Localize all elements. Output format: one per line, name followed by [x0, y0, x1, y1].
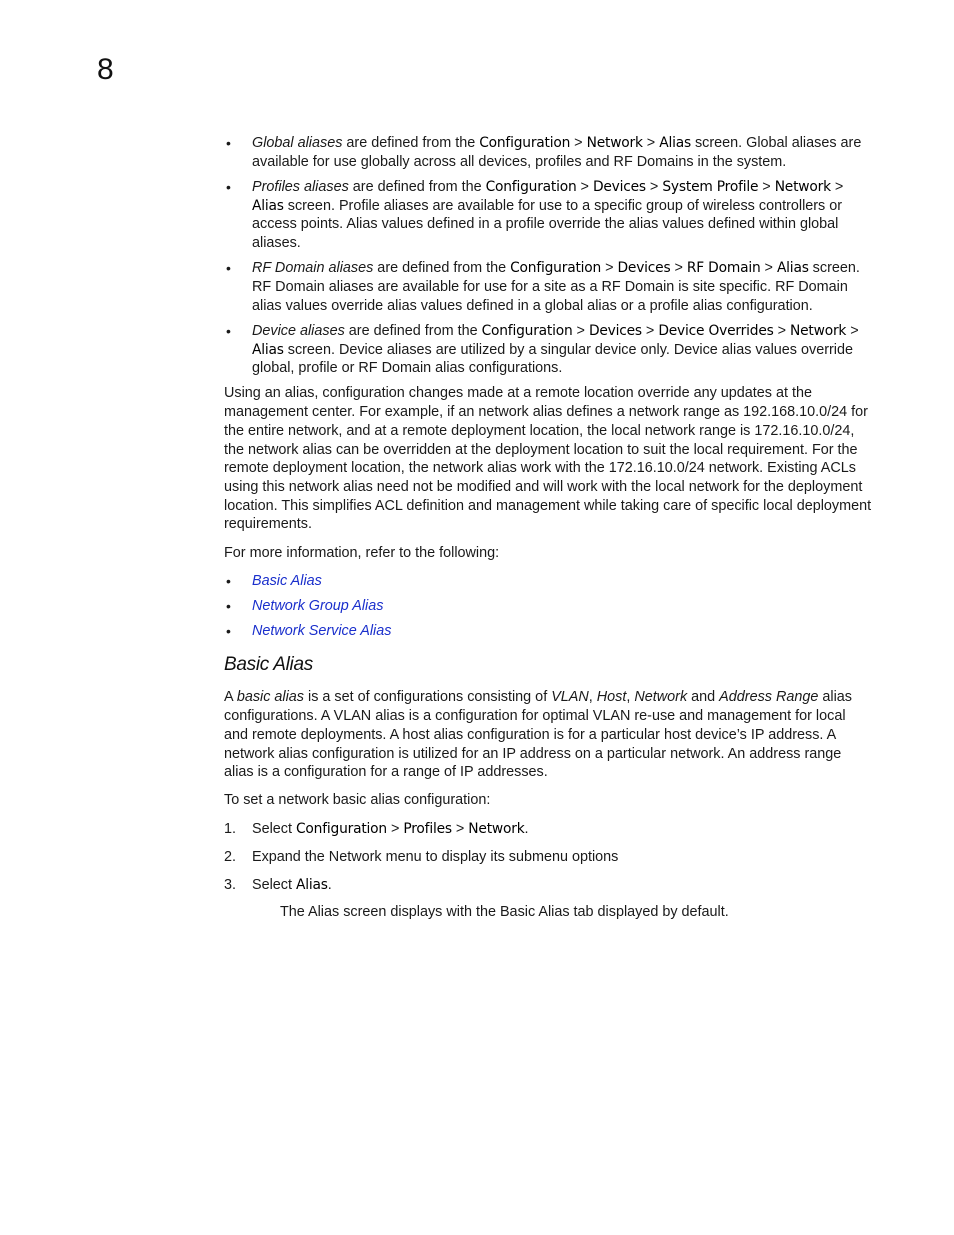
list-item-rf-domain-aliases: • RF Domain aliases are defined from the Configuration > Devices > RF Domain > Alias screen. RF Domain aliases are available for use for a site as a RF Domain is site specific. RF Domain alias values override alias values defined in a global alias or a profile alias configuration. — [226, 260, 860, 314]
steps-intro: To set a network basic alias configuration: — [224, 792, 491, 809]
menu-path: Profiles — [403, 820, 452, 837]
menu-path: Devices — [617, 260, 671, 277]
chapter-number: 8 — [97, 53, 114, 86]
step-number: 2. — [224, 848, 237, 865]
term: Global aliases — [252, 135, 343, 151]
section-heading: Basic Alias — [224, 654, 313, 676]
step-text: Expand the Network menu to display its submenu options — [252, 848, 619, 865]
bullet-icon: • — [226, 597, 231, 614]
link-network-group-alias[interactable]: Network Group Alias — [252, 597, 384, 614]
steps-list — [224, 820, 872, 895]
text: are defined from the — [373, 260, 511, 277]
list-item-global-aliases: • Global aliases are defined from the Configuration > Network > Alias screen. Global aliases are available for use globally across all devices, profiles and RF Domains in the system. — [226, 135, 862, 170]
page-content — [224, 134, 872, 931]
term: Device aliases — [252, 322, 345, 339]
text: screen. Global aliases are available for use globally across all devices, profiles and RF Domains in the system. — [252, 135, 862, 170]
text: screen. Device aliases are utilized by a singular device only. Device alias values override global, profile or RF Domain alias configurations. — [252, 341, 853, 377]
menu-path: Network — [774, 178, 831, 195]
menu-path: Devices — [592, 178, 646, 195]
step-result-text: The Alias screen displays with the Basic Alias tab displayed by default. — [280, 903, 729, 920]
text: screen. Profile aliases are available for use to a specific group of wireless controllers or access points. Alias values defined in a profile override the alias values defined within global aliases. — [252, 197, 843, 252]
menu-path: Alias — [296, 876, 328, 893]
menu-path: Network — [468, 820, 525, 837]
step-number: 3. — [224, 876, 237, 893]
step-3: 3. Select Alias. — [224, 876, 332, 893]
menu-path: Configuration — [481, 322, 573, 339]
text: screen. RF Domain aliases are available for use for a site as a RF Domain is site specific. RF Domain alias values override alias values defined in a global alias or a profile alias configuration. — [252, 260, 860, 314]
term: basic alias — [236, 689, 305, 706]
menu-path: Configuration — [510, 260, 602, 277]
term: Network — [634, 689, 688, 706]
bullet-icon: • — [226, 178, 231, 195]
more-info-text: For more information, refer to the following: — [224, 544, 500, 561]
basic-alias-paragraph: A basic alias is a set of configurations consisting of VLAN, Host, Network and Address Range alias configurations. A VLAN alias is a configuration for optimal VLAN re-use and management for local and remote deployments. A host alias configuration is for a particular host device’s IP address. A network alias configuration is utilized for an IP address on a particular network. An address range alias is a configuration for a range of IP addresses. — [224, 689, 852, 781]
term: VLAN — [551, 689, 589, 706]
override-paragraph: Using an alias, configuration changes made at a remote location override any updates at the management center. For example, if an network alias defines a network range as 192.168.10.0/24 for the entire network, and at a remote deployment location, the local network range is 172.16.10.0/24, the network alias can be overridden at the deployment location to suit the local requirement. For the remote deployment location, the network alias work with the 172.16.10.0/24 network. Existing ACLs using this network alias need not be modified and will work with the local network for the deployment location. This simplifies ACL definition and management while taking care of specific local deployment requirements. — [224, 385, 872, 533]
text: are defined from the — [348, 178, 486, 195]
menu-path: System Profile — [662, 178, 759, 195]
menu-path: RF Domain — [686, 260, 761, 277]
bullet-icon: • — [226, 572, 231, 589]
step-2 — [224, 848, 872, 867]
link-basic-alias[interactable]: Basic Alias — [252, 572, 322, 589]
bullet-icon: • — [226, 135, 231, 151]
menu-path: Devices — [588, 322, 642, 339]
list-item-profiles-aliases: • Profiles aliases are defined from the Configuration > Devices > System Profile > Network > Alias screen. Profile aliases are available for use to a specific group of wireless controllers or access points. Alias values defined in a profile override the alias values defined within global aliases. — [226, 178, 844, 252]
alias-types-list — [224, 134, 872, 378]
step-1: 1. Select Configuration > Profiles > Network. — [224, 820, 529, 837]
bullet-icon: • — [226, 260, 231, 277]
link-network-service-alias[interactable]: Network Service Alias — [252, 622, 392, 639]
list-item — [224, 622, 872, 641]
menu-path: Configuration — [479, 135, 571, 151]
step-number: 1. — [224, 820, 237, 837]
bullet-icon: • — [226, 322, 231, 339]
term: Host — [596, 689, 627, 706]
menu-path: Network — [790, 322, 847, 339]
menu-path: Configuration — [296, 820, 387, 837]
menu-path: Alias — [659, 135, 691, 151]
menu-path: Alias — [252, 197, 284, 214]
term: Address Range — [719, 689, 819, 706]
list-item-device-aliases: • Device aliases are defined from the Configuration > Devices > Device Overrides > Network > Alias screen. Device aliases are utilized by a singular device only. Device alias values override global, profile or RF Domain alias configurations. — [226, 322, 859, 377]
menu-path: Device Overrides — [658, 322, 774, 339]
bullet-icon: • — [226, 622, 231, 639]
menu-path: Alias — [776, 260, 809, 277]
text: are defined from the — [344, 322, 482, 339]
term: RF Domain aliases — [252, 260, 374, 277]
reference-links-list — [224, 572, 872, 641]
menu-path: Network — [586, 135, 643, 151]
text: are defined from the — [342, 135, 480, 151]
menu-path: Alias — [252, 341, 284, 358]
menu-path: Configuration — [485, 178, 577, 195]
term: Profiles aliases — [252, 178, 349, 195]
list-item — [224, 597, 872, 616]
list-item — [224, 572, 872, 591]
